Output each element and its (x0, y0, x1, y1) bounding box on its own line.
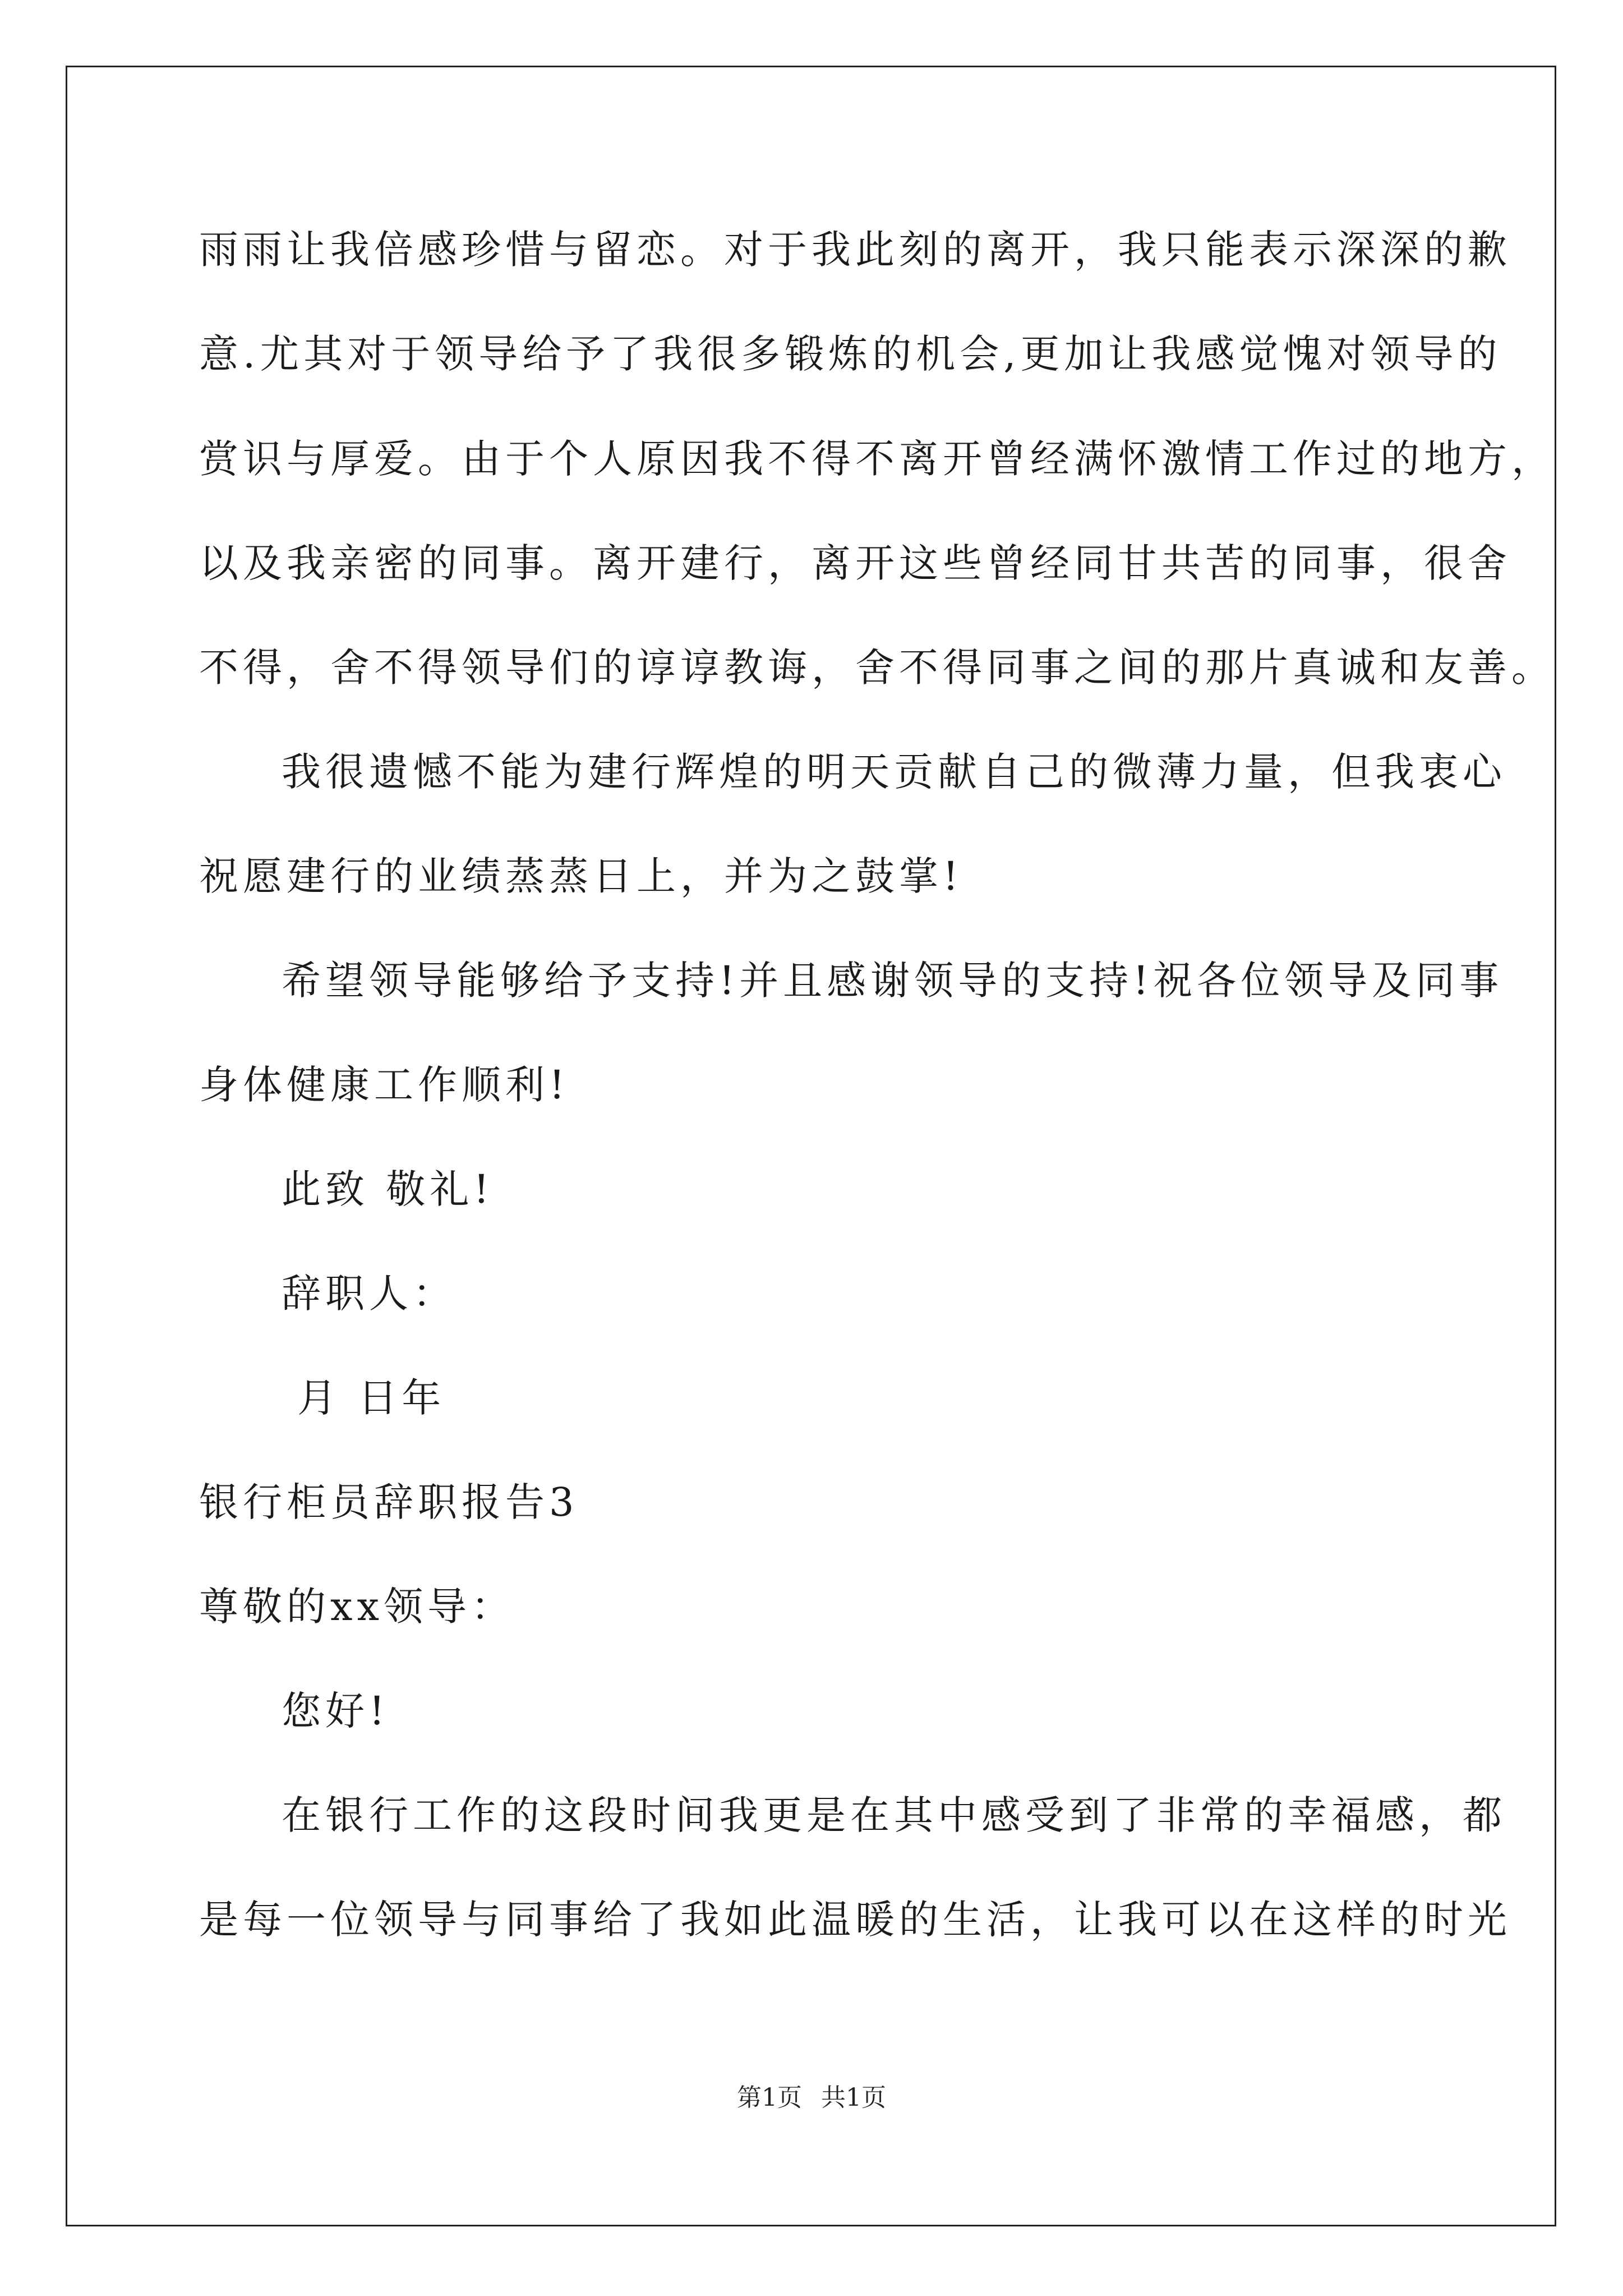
body-line: 身体健康工作顺利! (199, 1062, 570, 1108)
section-heading: 银行柜员辞职报告3 (199, 1479, 579, 1525)
body-line: 雨雨让我倍感珍惜与留恋。对于我此刻的离开，我只能表示深深的歉 (199, 227, 1511, 273)
page-footer (0, 2081, 1623, 2115)
page-number: 第1页 (737, 2083, 802, 2112)
body-line: 我很遗憾不能为建行辉煌的明天贡献自己的微薄力量，但我衷心 (282, 749, 1506, 795)
body-line: 以及我亲密的同事。离开建行，离开这些曾经同甘共苦的同事，很舍 (199, 540, 1511, 586)
salutation: 尊敬的xx领导： (199, 1584, 515, 1630)
date-line: 月 日年 (297, 1375, 446, 1421)
greeting: 您好! (282, 1688, 390, 1734)
page-total: 共1页 (821, 2083, 886, 2112)
body-line: 是每一位领导与同事给了我如此温暖的生活，让我可以在这样的时光 (199, 1897, 1511, 1943)
body-line: 祝愿建行的业绩蒸蒸日上，并为之鼓掌! (199, 853, 963, 899)
body-line: 不得，舍不得领导们的谆谆教诲，舍不得同事之间的那片真诚和友善。 (199, 645, 1555, 691)
body-line: 赏识与厚爱。由于个人原因我不得不离开曾经满怀激情工作过的地方， (199, 436, 1555, 482)
closing-salutation: 此致 敬礼! (282, 1166, 494, 1212)
body-line: 希望领导能够给予支持!并且感谢领导的支持!祝各位领导及同事 (282, 958, 1504, 1004)
body-line: 在银行工作的这段时间我更是在其中感受到了非常的幸福感，都 (282, 1792, 1506, 1838)
signature-label: 辞职人： (282, 1271, 457, 1317)
body-line: 意.尤其对于领导给予了我很多锻炼的机会,更加让我感觉愧对领导的 (199, 331, 1502, 377)
